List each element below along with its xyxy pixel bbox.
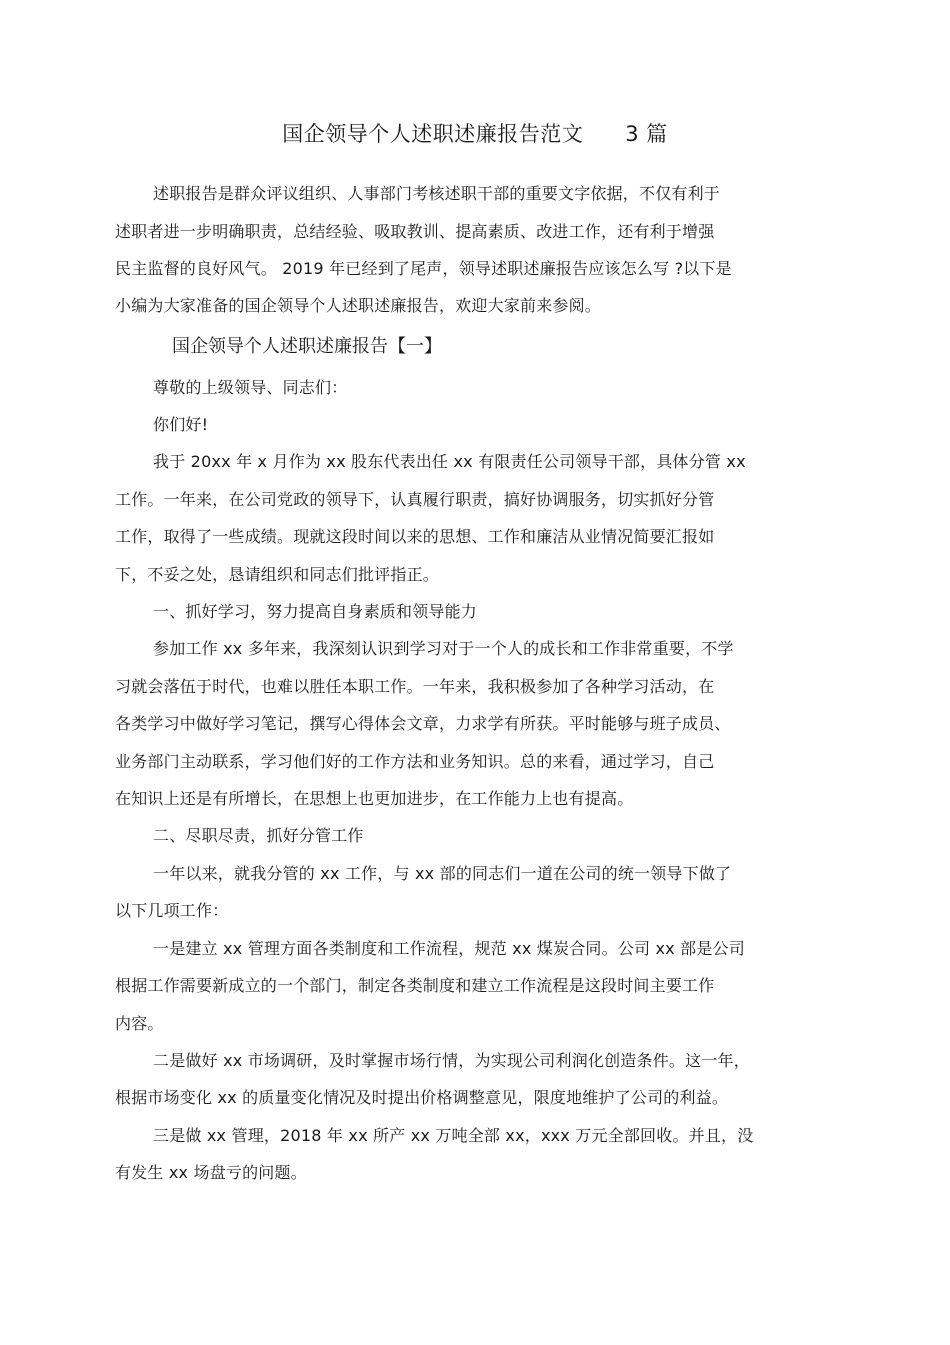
intro-line: 述职者进一步明确职责，总结经验、吸取教训、提高素质、改进工作，还有利于增强 bbox=[115, 222, 715, 241]
para2-line: 业务部门主动联系，学习他们好的工作方法和业务知识。总的来看，通过学习，自己 bbox=[115, 752, 715, 771]
intro-line: 民主监督的良好风气。 2019 年已经到了尾声，领导述职述廉报告应该怎么写 ?以下是 bbox=[115, 259, 732, 278]
intro-line: 述职报告是群众评议组织、人事部门考核述职干部的重要文字依据，不仅有利于 bbox=[153, 184, 721, 203]
intro-line: 小编为大家准备的国企领导个人述职述廉报告，欢迎大家前来参阅。 bbox=[115, 296, 602, 315]
para2-line: 参加工作 xx 多年来，我深刻认识到学习对于一个人的成长和工作非常重要，不学 bbox=[153, 639, 734, 658]
salutation: 尊敬的上级领导、同志们： bbox=[153, 378, 348, 397]
para4-line: 一是建立 xx 管理方面各类制度和工作流程，规范 xx 煤炭合同。公司 xx 部是公司 bbox=[153, 939, 745, 958]
para2-line: 习就会落伍于时代，也难以胜任本职工作。一年来，我积极参加了各种学习活动，在 bbox=[115, 677, 715, 696]
para6-line: 有发生 xx 场盘亏的问题。 bbox=[115, 1163, 307, 1182]
heading-2: 二、尽职尽责，抓好分管工作 bbox=[153, 826, 364, 845]
para2-line: 各类学习中做好学习笔记，撰写心得体会文章，力求学有所获。平时能够与班子成员、 bbox=[115, 714, 731, 733]
para1-line: 工作，取得了一些成绩。现就这段时间以来的思想、工作和廉洁从业情况简要汇报如 bbox=[115, 527, 715, 546]
para5-line: 二是做好 xx 市场调研，及时掌握市场行情，为实现公司利润化创造条件。这一年， bbox=[153, 1051, 750, 1070]
para3-line: 以下几项工作： bbox=[115, 901, 229, 920]
para5-line: 根据市场变化 xx 的质量变化情况及时提出价格调整意见，限度地维护了公司的利益。 bbox=[115, 1088, 729, 1107]
greeting: 你们好! bbox=[153, 415, 209, 434]
para2-line: 在知识上还是有所增长，在思想上也更加进步，在工作能力上也有提高。 bbox=[115, 789, 634, 808]
para4-line: 根据工作需要新成立的一个部门，制定各类制度和建立工作流程是这段时间主要工作 bbox=[115, 976, 715, 995]
para1-line: 下，不妥之处，恳请组织和同志们批评指正。 bbox=[115, 565, 440, 584]
para1-line: 我于 20xx 年 x 月作为 xx 股东代表出任 xx 有限责任公司领导干部，具体分管 xx bbox=[153, 452, 746, 471]
para1-line: 工作。一年来，在公司党政的领导下，认真履行职责，搞好协调服务，切实抓好分管 bbox=[115, 490, 715, 509]
para3-line: 一年以来，就我分管的 xx 工作，与 xx 部的同志们一道在公司的统一领导下做了 bbox=[153, 864, 732, 883]
section-title: 国企领导个人述职述廉报告【一】 bbox=[172, 336, 442, 357]
heading-1: 一、抓好学习，努力提高自身素质和领导能力 bbox=[153, 602, 478, 621]
para6-line: 三是做 xx 管理，2018 年 xx 所产 xx 万吨全部 xx，xxx 万元全部回收。并且，没 bbox=[153, 1126, 754, 1145]
para4-line: 内容。 bbox=[115, 1014, 164, 1033]
document-title bbox=[0, 118, 950, 150]
title-count: 3 篇 bbox=[625, 122, 668, 146]
title-main: 国企领导个人述职述廉报告范文 bbox=[282, 122, 584, 146]
